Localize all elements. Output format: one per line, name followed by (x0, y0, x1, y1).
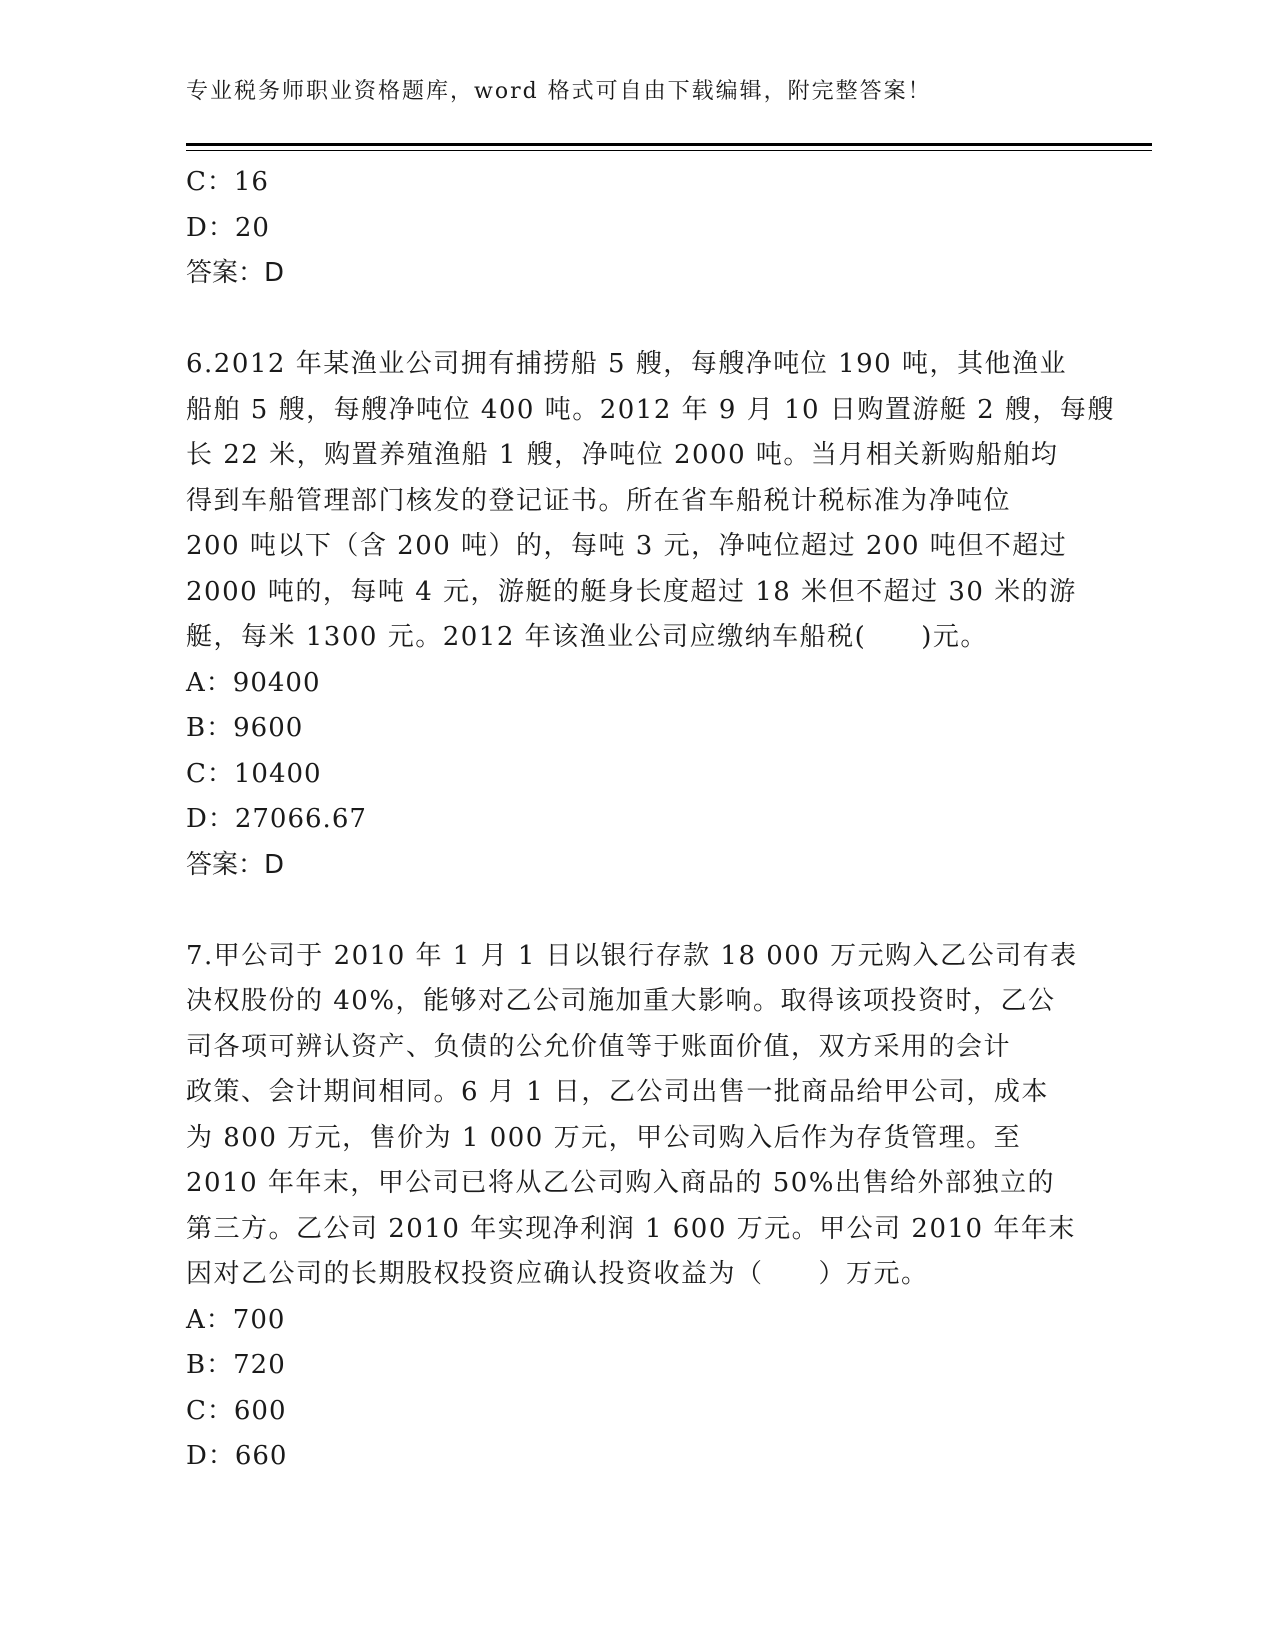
answer-line: 答案：D (186, 258, 285, 288)
option-c: C：600 (186, 1395, 287, 1426)
option-a: A：90400 (186, 667, 321, 698)
question-stem-line: 6.2012 年某渔业公司拥有捕捞船 5 艘，每艘净吨位 190 吨，其他渔业 (186, 349, 1067, 379)
option-b: B：720 (186, 1350, 286, 1380)
page-header-text: 专业税务师职业资格题库，word 格式可自由下载编辑，附完整答案！ (186, 79, 932, 104)
question-stem-line: 因对乙公司的长期股权投资应确认投资收益为（ ）万元。 (186, 1259, 929, 1289)
question-stem-line: 7.甲公司于 2010 年 1 月 1 日以银行存款 18 000 万元购入乙公司有表 (186, 940, 1078, 971)
question-stem-line: 第三方。乙公司 2010 年实现净利润 1 600 万元。甲公司 2010 年年末 (186, 1213, 1076, 1244)
header-rule-thick (186, 143, 1152, 146)
option-c: C：16 (186, 167, 269, 197)
question-stem-line: 200 吨以下（含 200 吨）的，每吨 3 元，净吨位超过 200 吨但不超过 (186, 531, 1068, 561)
question-6-options (186, 661, 1086, 889)
question-stem-line: 为 800 万元，售价为 1 000 万元，甲公司购入后作为存货管理。至 (186, 1122, 1022, 1153)
question-stem-line: 政策、会计期间相同。6 月 1 日，乙公司出售一批商品给甲公司，成本 (186, 1077, 1049, 1107)
option-b: B：9600 (186, 713, 304, 743)
spacer (186, 297, 1086, 343)
option-a: A：700 (186, 1304, 286, 1335)
document-body (186, 160, 1115, 1480)
question-stem-line: 司各项可辨认资产、负债的公允价值等于账面价值，双方采用的会计 (186, 1031, 1012, 1062)
spacer (186, 888, 1086, 934)
question-stem-line: 船舶 5 艘，每艘净吨位 400 吨。2012 年 9 月 10 日购置游艇 2 艘，每艘 (186, 394, 1115, 425)
option-d: D：27066.67 (186, 804, 367, 834)
question-stem-line: 决权股份的 40%，能够对乙公司施加重大影响。取得该项投资时，乙公 (186, 986, 1056, 1016)
question-7 (186, 934, 1086, 1298)
option-d: D：20 (186, 212, 270, 243)
question-stem-line: 2010 年年末，甲公司已将从乙公司购入商品的 50%出售给外部独立的 (186, 1168, 1055, 1198)
option-c: C：10400 (186, 758, 322, 789)
header-rule-thin (186, 150, 1152, 151)
question-stem-line: 艇，每米 1300 元。2012 年该渔业公司应缴纳车船税( )元。 (186, 622, 988, 652)
answer-line: 答案：D (186, 849, 285, 880)
question-stem-line: 得到车船管理部门核发的登记证书。所在省车船税计税标准为净吨位 (186, 485, 1012, 516)
prev-question-block (186, 160, 1086, 297)
question-6 (186, 342, 1115, 661)
option-d: D：660 (186, 1441, 288, 1471)
question-7-options (186, 1298, 1086, 1480)
question-stem-line: 2000 吨的，每吨 4 元，游艇的艇身长度超过 18 米但不超过 30 米的游 (186, 576, 1077, 607)
question-stem-line: 长 22 米，购置养殖渔船 1 艘，净吨位 2000 吨。当月相关新购船舶均 (186, 440, 1059, 470)
